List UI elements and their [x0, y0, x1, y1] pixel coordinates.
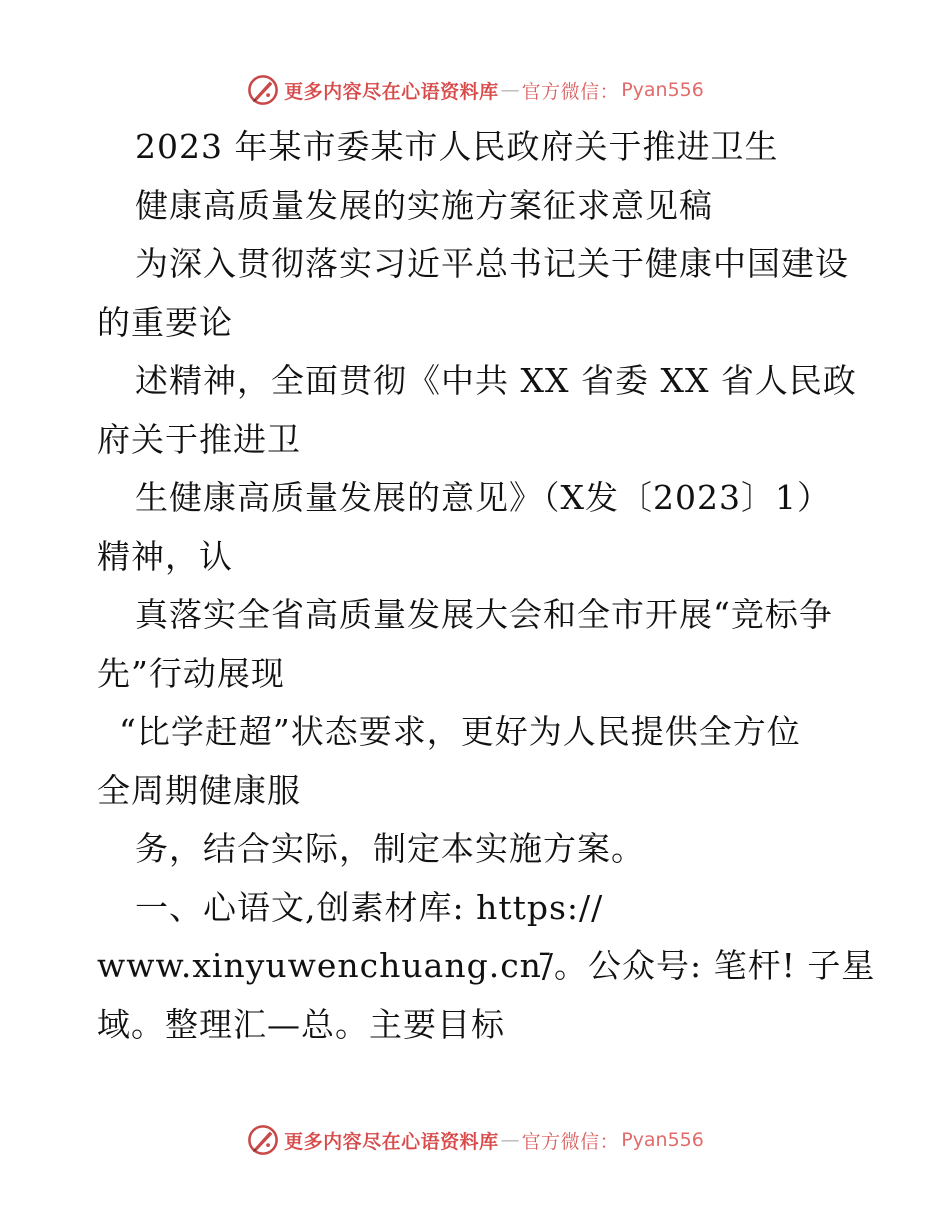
document-title-line-2: 健康高质量发展的实施方案征求意见稿 — [135, 185, 713, 225]
banner-promo-text: 更多内容尽在心语资料库 — [284, 1130, 499, 1153]
header-watermark-banner — [0, 70, 950, 110]
paragraph-line: 域。整理汇—总。主要目标 — [97, 1004, 505, 1044]
section-heading-line: 一、心语文,创素材库: https:// — [135, 887, 604, 927]
paragraph-line: 先”行动展现 — [97, 653, 285, 693]
banner-wechat-label: 官方微信： — [521, 1130, 620, 1153]
paragraph-line: 生健康高质量发展的意见》（X发〔2023〕1） — [135, 478, 831, 517]
paragraph-line: 的重要论 — [97, 302, 233, 342]
paragraph-line: “比学赶超”状态要求，更好为人民提供全方位 — [119, 712, 801, 751]
paragraph-line: 府关于推进卫 — [97, 419, 301, 459]
document-body — [97, 118, 876, 1054]
paragraph-line: 精神，认 — [97, 536, 233, 576]
paragraph-line: www.xinyuwenchuang.cn/̄。公众号: 笔杆! 子星 — [97, 946, 876, 985]
banner-wechat-id: Pyan556 — [621, 79, 704, 101]
quill-pen-logo-icon — [246, 1123, 280, 1157]
paragraph-line: 述精神，全面贯彻《中共 XX 省委 XX 省人民政 — [135, 361, 857, 400]
paragraph-line: 真落实全省高质量发展大会和全市开展“竞标争 — [135, 595, 833, 634]
footer-watermark-banner — [0, 1120, 950, 1160]
paragraph-line: 为深入贯彻落实习近平总书记关于健康中国建设 — [135, 244, 849, 283]
document-title-line-1: 2023 年某市委某市人民政府关于推进卫生 — [135, 127, 779, 166]
quill-pen-logo-icon — [246, 73, 280, 107]
banner-dash: — — [500, 79, 520, 101]
paragraph-line: 全周期健康服 — [97, 770, 301, 810]
banner-dash: — — [500, 1129, 520, 1151]
banner-promo-text: 更多内容尽在心语资料库 — [284, 80, 499, 103]
banner-wechat-id: Pyan556 — [621, 1129, 704, 1151]
banner-wechat-label: 官方微信： — [521, 80, 620, 103]
paragraph-line: 务，结合实际，制定本实施方案。 — [135, 829, 645, 868]
